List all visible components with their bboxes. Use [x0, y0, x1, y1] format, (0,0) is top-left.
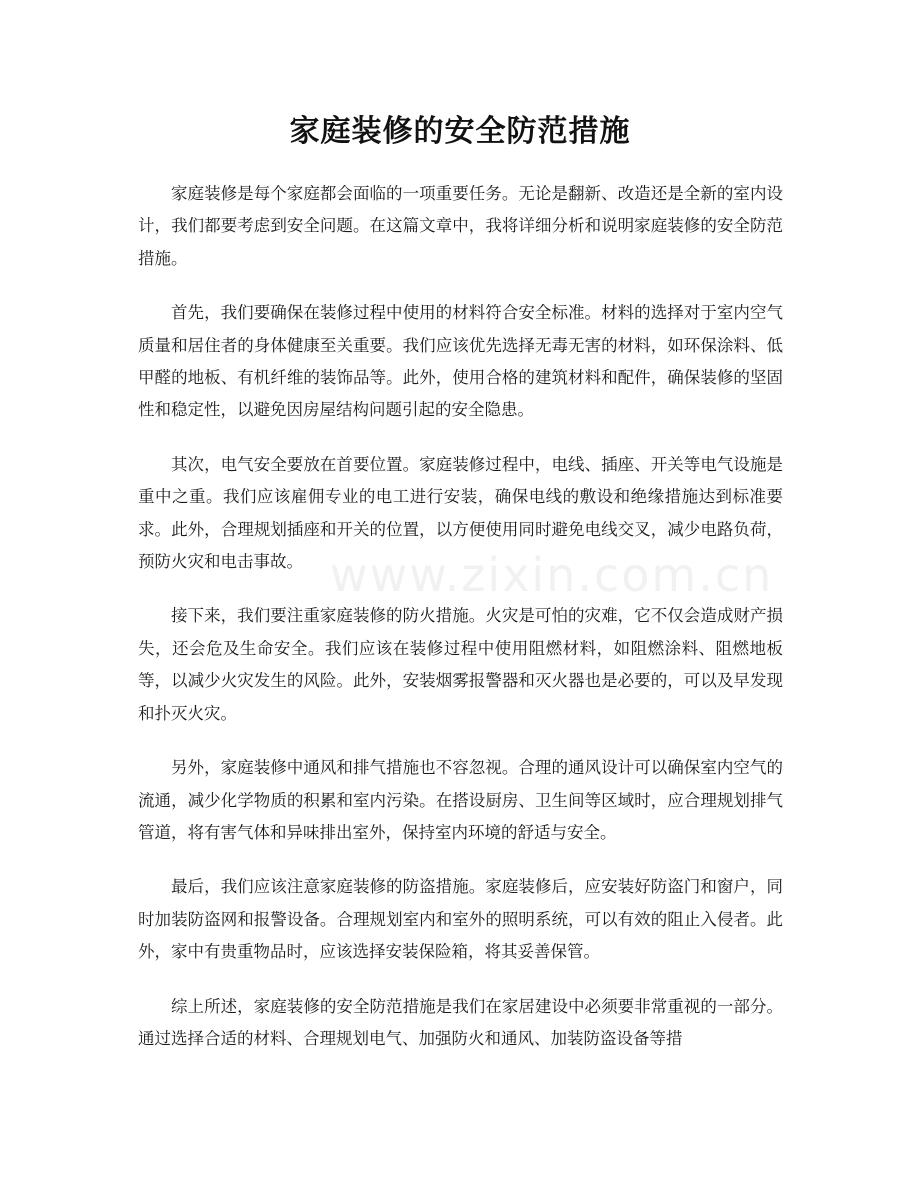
paragraph-materials: 首先，我们要确保在装修过程中使用的材料符合安全标准。材料的选择对于室内空气质量和居住者的身体健康至关重要。我们应该优先选择无毒无害的材料，如环保涂料、低甲醛的地板、有机纤维的装饰品等。此外，使用合格的建筑材料和配件，确保装修的坚固性和稳定性，以避免因房屋结构问题引起的安全隐患。	[138, 303, 783, 420]
paragraph-security: 最后，我们应该注意家庭装修的防盗措施。家庭装修后，应安装好防盗门和窗户，同时加装防盗网和报警设备。合理规划室内和室外的照明系统，可以有效的阻止入侵者。此外，家中有贵重物品时，应该选择安装保险箱，将其妥善保管。	[138, 877, 783, 962]
document-title: 家庭装修的安全防范措施	[289, 114, 631, 149]
paragraph-electrical: 其次，电气安全要放在首要位置。家庭装修过程中，电线、插座、开关等电气设施是重中之重。我们应该雇佣专业的电工进行安装，确保电线的敷设和绝缘措施达到标准要求。此外，合理规划插座和开关的位置，以方便使用同时避免电线交叉，减少电路负荷，预防火灾和电击事故。	[138, 454, 783, 572]
document-body	[138, 178, 783, 1077]
paragraph-summary: 综上所述，家庭装修的安全防范措施是我们在家居建设中必须要非常重视的一部分。通过选择合适的材料、合理规划电气、加强防火和通风、加装防盗设备等措	[138, 996, 783, 1048]
paragraph-intro: 家庭装修是每个家庭都会面临的一项重要任务。无论是翻新、改造还是全新的室内设计，我们都要考虑到安全问题。在这篇文章中，我将详细分析和说明家庭装修的安全防范措施。	[138, 184, 783, 268]
paragraph-ventilation: 另外，家庭装修中通风和排气措施也不容忽视。合理的通风设计可以确保室内空气的流通，减少化学物质的积累和室内污染。在搭设厨房、卫生间等区域时，应合理规划排气管道，将有害气体和异味排出室外，保持室内环境的舒适与安全。	[138, 758, 783, 842]
watermark: www.zixin.com.cn	[330, 548, 774, 602]
paragraph-fire: 接下来，我们要注重家庭装修的防火措施。火灾是可怕的灾难，它不仅会造成财产损失，还会危及生命安全。我们应该在装修过程中使用阻燃材料，如阻燃涂料、阻燃地板等，以减少火灾发生的风险。此外，安装烟雾报警器和灭火器也是必要的，可以及早发现和扑灭火灾。	[138, 606, 783, 723]
